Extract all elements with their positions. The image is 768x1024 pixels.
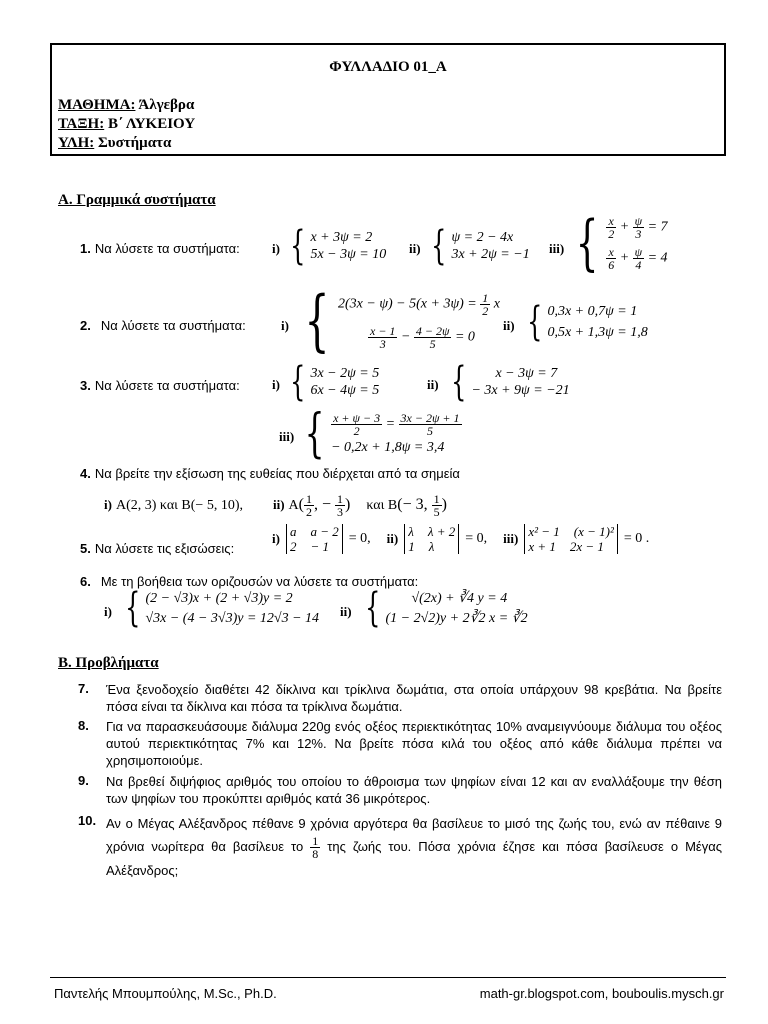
system-6-i: { (2 − √3)x + (2 + √3)y = 2 √3x − (4 − 3√3)y = 12√3 − 14 — [125, 585, 320, 631]
exercise-6: 6. Με τη βοήθεια των οριζουσών να λύσετε τα συστήματα: — [80, 574, 419, 589]
exercise-3: 3. Να λύσετε τα συστήματα: — [80, 378, 240, 393]
system-6-ii: { √(2x) + ∛4 y = 4 (1 − 2√2)y + 2∛2 x = ∛2 — [365, 585, 528, 631]
system-2-ii: { 0,3x + 0,7ψ = 1 0,5x + 1,3ψ = 1,8 — [527, 299, 648, 345]
label-i: i) — [272, 377, 280, 392]
label-i: i) — [281, 318, 289, 333]
topic-line: ΥΛΗ: Συστήματα — [58, 135, 172, 151]
problem-7: 7. Ένα ξενοδοχείο διαθέτει 42 δίκλινα και τρίκλινα δωμάτια, στα οποία υπάρχουν 98 κρεβάτια. Να βρείτε πόσα είναι τα δίκλινα και πόσα τα τρίκλινα δωμάτια. — [78, 681, 722, 714]
system-1-ii: { ψ = 2 − 4x 3x + 2ψ = −1 — [431, 223, 530, 269]
label-i: i) — [104, 604, 112, 619]
label-ii: ii) — [503, 318, 515, 333]
label-ii: ii) — [340, 604, 352, 619]
system-3-ii: { x − 3ψ = 7 − 3x + 9ψ = −21 — [451, 359, 570, 405]
footer-rule — [50, 977, 726, 978]
section-a-heading: Α. Γραμμικά συστήματα — [58, 192, 216, 208]
section-b-heading: Β. Προβλήματα — [58, 655, 159, 671]
exercise-5: 5. Να λύσετε τις εξισώσεις: — [80, 541, 235, 556]
footer-websites: math-gr.blogspot.com, bouboulis.mysch.gr — [479, 986, 724, 1001]
label-ii: ii) — [409, 241, 421, 256]
exercise-1: 1. Να λύσετε τα συστήματα: — [80, 241, 240, 256]
system-2-i: { 2(3x − ψ) − 5(x + 3ψ) = $\frac{1}{2}$ x $\frac{x - 1}{3}$ − $\frac{4 - 2\psi}{5}$ = 0 — [304, 282, 500, 359]
problem-8: 8. Για να παρασκευάσουμε διάλυμα 220g ενός οξέος περιεκτικότητας 10% αναμειγνύουμε διάλυμα του οξέος αυτού περιεκτικότητας 7% και 12%. Να βρείτε πόσα κιλά του οξέος από κάθε διάλυμα πρέπει να χρησιμοποιούμε. — [78, 718, 722, 768]
system-1-iii: { $\frac{x}{2}$ + $\frac{\psi}{3}$ = 7 $\frac{x}{6}$ + $\frac{\psi}{4}$ = 4 — [575, 208, 668, 278]
class-line: ΤΑΞΗ: Β΄ ΛΥΚΕΙΟΥ — [58, 116, 196, 132]
problem-9: 9. Να βρεθεί διψήφιος αριθμός του οποίου το άθροισμα των ψηφίων είναι 12 και αν εναλλάξουμε την θέση των ψηφίων του προκύπτει αριθμός κατά 36 μικρότερος. — [78, 773, 722, 806]
exercise-2: 2. Να λύσετε τα συστήματα: — [80, 318, 246, 333]
header-box — [50, 43, 726, 156]
label-i: i) — [272, 241, 280, 256]
subject-line: ΜΑΘΗΜΑ: Άλγεβρα — [58, 97, 195, 113]
label-iii: iii) — [549, 241, 565, 256]
footer-author: Παντελής Μπουμπούλης, M.Sc., Ph.D. — [54, 986, 277, 1001]
exercise-4: 4. Να βρείτε την εξίσωση της ευθείας που διέρχεται από τα σημεία — [80, 466, 460, 481]
document-title: ΦΥΛΛΑΔΙΟ 01_Α — [329, 59, 447, 75]
system-3-i: { 3x − 2ψ = 5 6x − 4ψ = 5 — [290, 359, 380, 405]
exercise-4-points: i) Α(2, 3) και Β(− 5, 10), ii) Α( $\frac{1}{2}$ , − $\frac{1}{3}$ ) και Β(− 3, $\frac{1}{5}$ ) — [104, 492, 447, 519]
label-ii: ii) — [427, 377, 439, 392]
exercise-5-equations: i) a a − 2 2 − 1 = 0, ii) λ λ + 2 1 λ = 0, iii) x² − 1 (x − 1)² x + 1 2x − 1 = 0 . — [272, 524, 650, 554]
label-iii: iii) — [279, 429, 295, 444]
system-3-iii: { $\frac{x + \psi - 3}{2}$ = $\frac{3x - 2\psi + 1}{5}$ − 0,2x + 1,8ψ = 3,4 — [304, 404, 460, 464]
system-1-i: { x + 3ψ = 2 5x − 3ψ = 10 — [290, 223, 387, 269]
problem-10: 10. Αν ο Μέγας Αλέξανδρος πέθανε 9 χρόνια αργότερα θα βασίλευε το μισό της ζωής του, ενώ αν πέθαινε 9 χρόνια νωρίτερα θα βασίλευε το $\frac{1}{8}$ της ζωής του. Πόσα χρόνια έζησε και πόσα βασίλευσε ο Μέγας Αλέξανδρος; — [78, 813, 722, 878]
